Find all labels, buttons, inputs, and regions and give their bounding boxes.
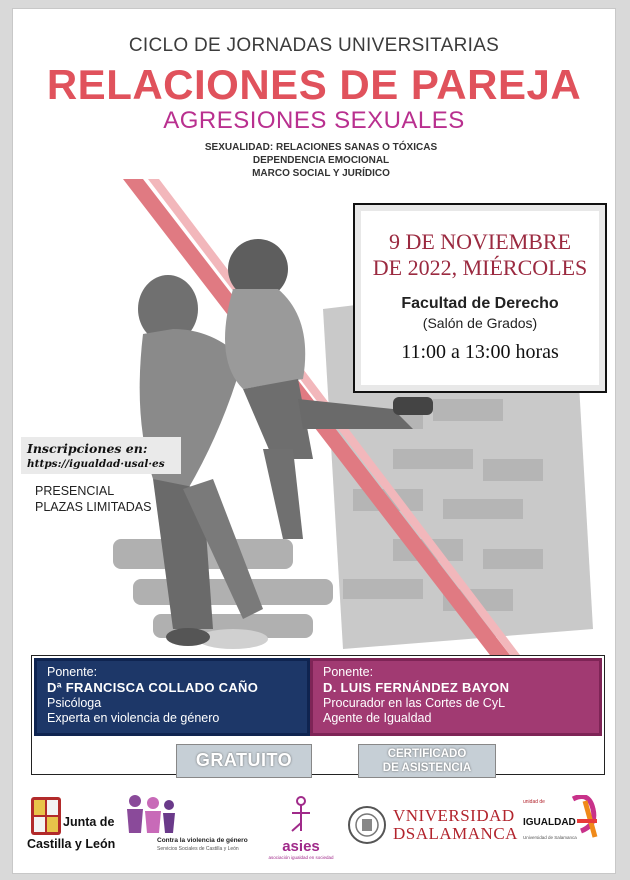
jcyl-logo: [27, 797, 116, 851]
date-line: 9 DE NOVIEMBRE: [388, 229, 572, 254]
date-line: DE 2022, MIÉRCOLES: [372, 255, 588, 280]
cvg-logo: [121, 793, 251, 852]
event-date: [355, 229, 605, 281]
attendance-mode: [35, 483, 151, 515]
topic-item: MARCO SOCIAL Y JURÍDICO: [252, 168, 390, 179]
jcyl-text: Castilla y León: [27, 837, 116, 851]
series-title: CICLO DE JORNADAS UNIVERSITARIAS: [128, 35, 500, 56]
asies-text: asies: [282, 838, 320, 855]
certificate-line: CERTIFICADO: [387, 748, 467, 760]
speaker-name: D. LUIS FERNÁNDEZ BAYON: [323, 680, 510, 695]
cvg-text: Contra la violencia de género: [157, 837, 248, 844]
speaker-role: Ponente:: [323, 665, 374, 679]
speaker-card: [310, 658, 602, 736]
asies-logo: [261, 795, 341, 860]
registration-link[interactable]: https://igualdad·usal·es: [27, 458, 165, 470]
usal-logo: [347, 805, 518, 850]
certificate-badge: [358, 744, 496, 778]
main-title: RELACIONES DE PAREJA: [46, 61, 582, 108]
subtitle: AGRESIONES SEXUALES: [163, 107, 465, 134]
asies-symbol-icon: [286, 795, 316, 833]
certificate-line: DE ASISTENCIA: [382, 762, 472, 774]
mode-line: PLAZAS LIMITADAS: [35, 500, 152, 514]
coat-of-arms-icon: [31, 797, 61, 835]
usal-text: DSALAMANCA: [393, 824, 518, 843]
speaker-title: Procurador en las Cortes de CyL: [323, 696, 506, 710]
igualdad-symbol-icon: [567, 795, 601, 839]
igualdad-logo: [523, 799, 601, 840]
mode-line: PRESENCIAL: [35, 484, 115, 498]
speaker-title: Psicóloga: [47, 696, 102, 710]
igualdad-text: IGUALDAD: [523, 817, 576, 828]
speaker-role: Ponente:: [47, 665, 98, 679]
speakers-panel: [31, 655, 605, 775]
speaker-card: [34, 658, 310, 736]
jcyl-text: Junta de: [63, 815, 115, 829]
igualdad-top-text: unidad de: [523, 799, 545, 805]
speaker-title: Agente de Igualdad: [323, 711, 432, 725]
registration-box: [21, 437, 181, 474]
event-venue: Facultad de Derecho: [401, 295, 559, 312]
igualdad-subtext: Universidad de Salamanca: [523, 835, 577, 840]
cvg-subtext: Servicios Sociales de Castilla y León: [157, 846, 239, 852]
poster: [12, 8, 616, 874]
registration-label: Inscripciones en:: [27, 441, 148, 456]
topic-item: DEPENDENCIA EMOCIONAL: [252, 155, 390, 166]
usal-text: VNIVERSIDAD: [393, 806, 515, 825]
event-room: (Salón de Grados): [422, 315, 538, 331]
sponsor-logos: [13, 785, 615, 865]
event-details-box: [353, 203, 607, 393]
speaker-title: Experta en violencia de género: [47, 711, 220, 725]
event-time: 11:00 a 13:00 horas: [401, 341, 559, 363]
people-figures-icon: [121, 793, 181, 837]
university-seal-icon: [347, 805, 387, 845]
free-badge: GRATUITO: [176, 744, 312, 778]
speaker-name: Dª FRANCISCA COLLADO CAÑO: [47, 680, 259, 695]
topic-item: SEXUALIDAD: RELACIONES SANAS O TÓXICAS: [204, 142, 438, 153]
asies-subtext: asociación igualdad en sociedad: [268, 855, 334, 860]
